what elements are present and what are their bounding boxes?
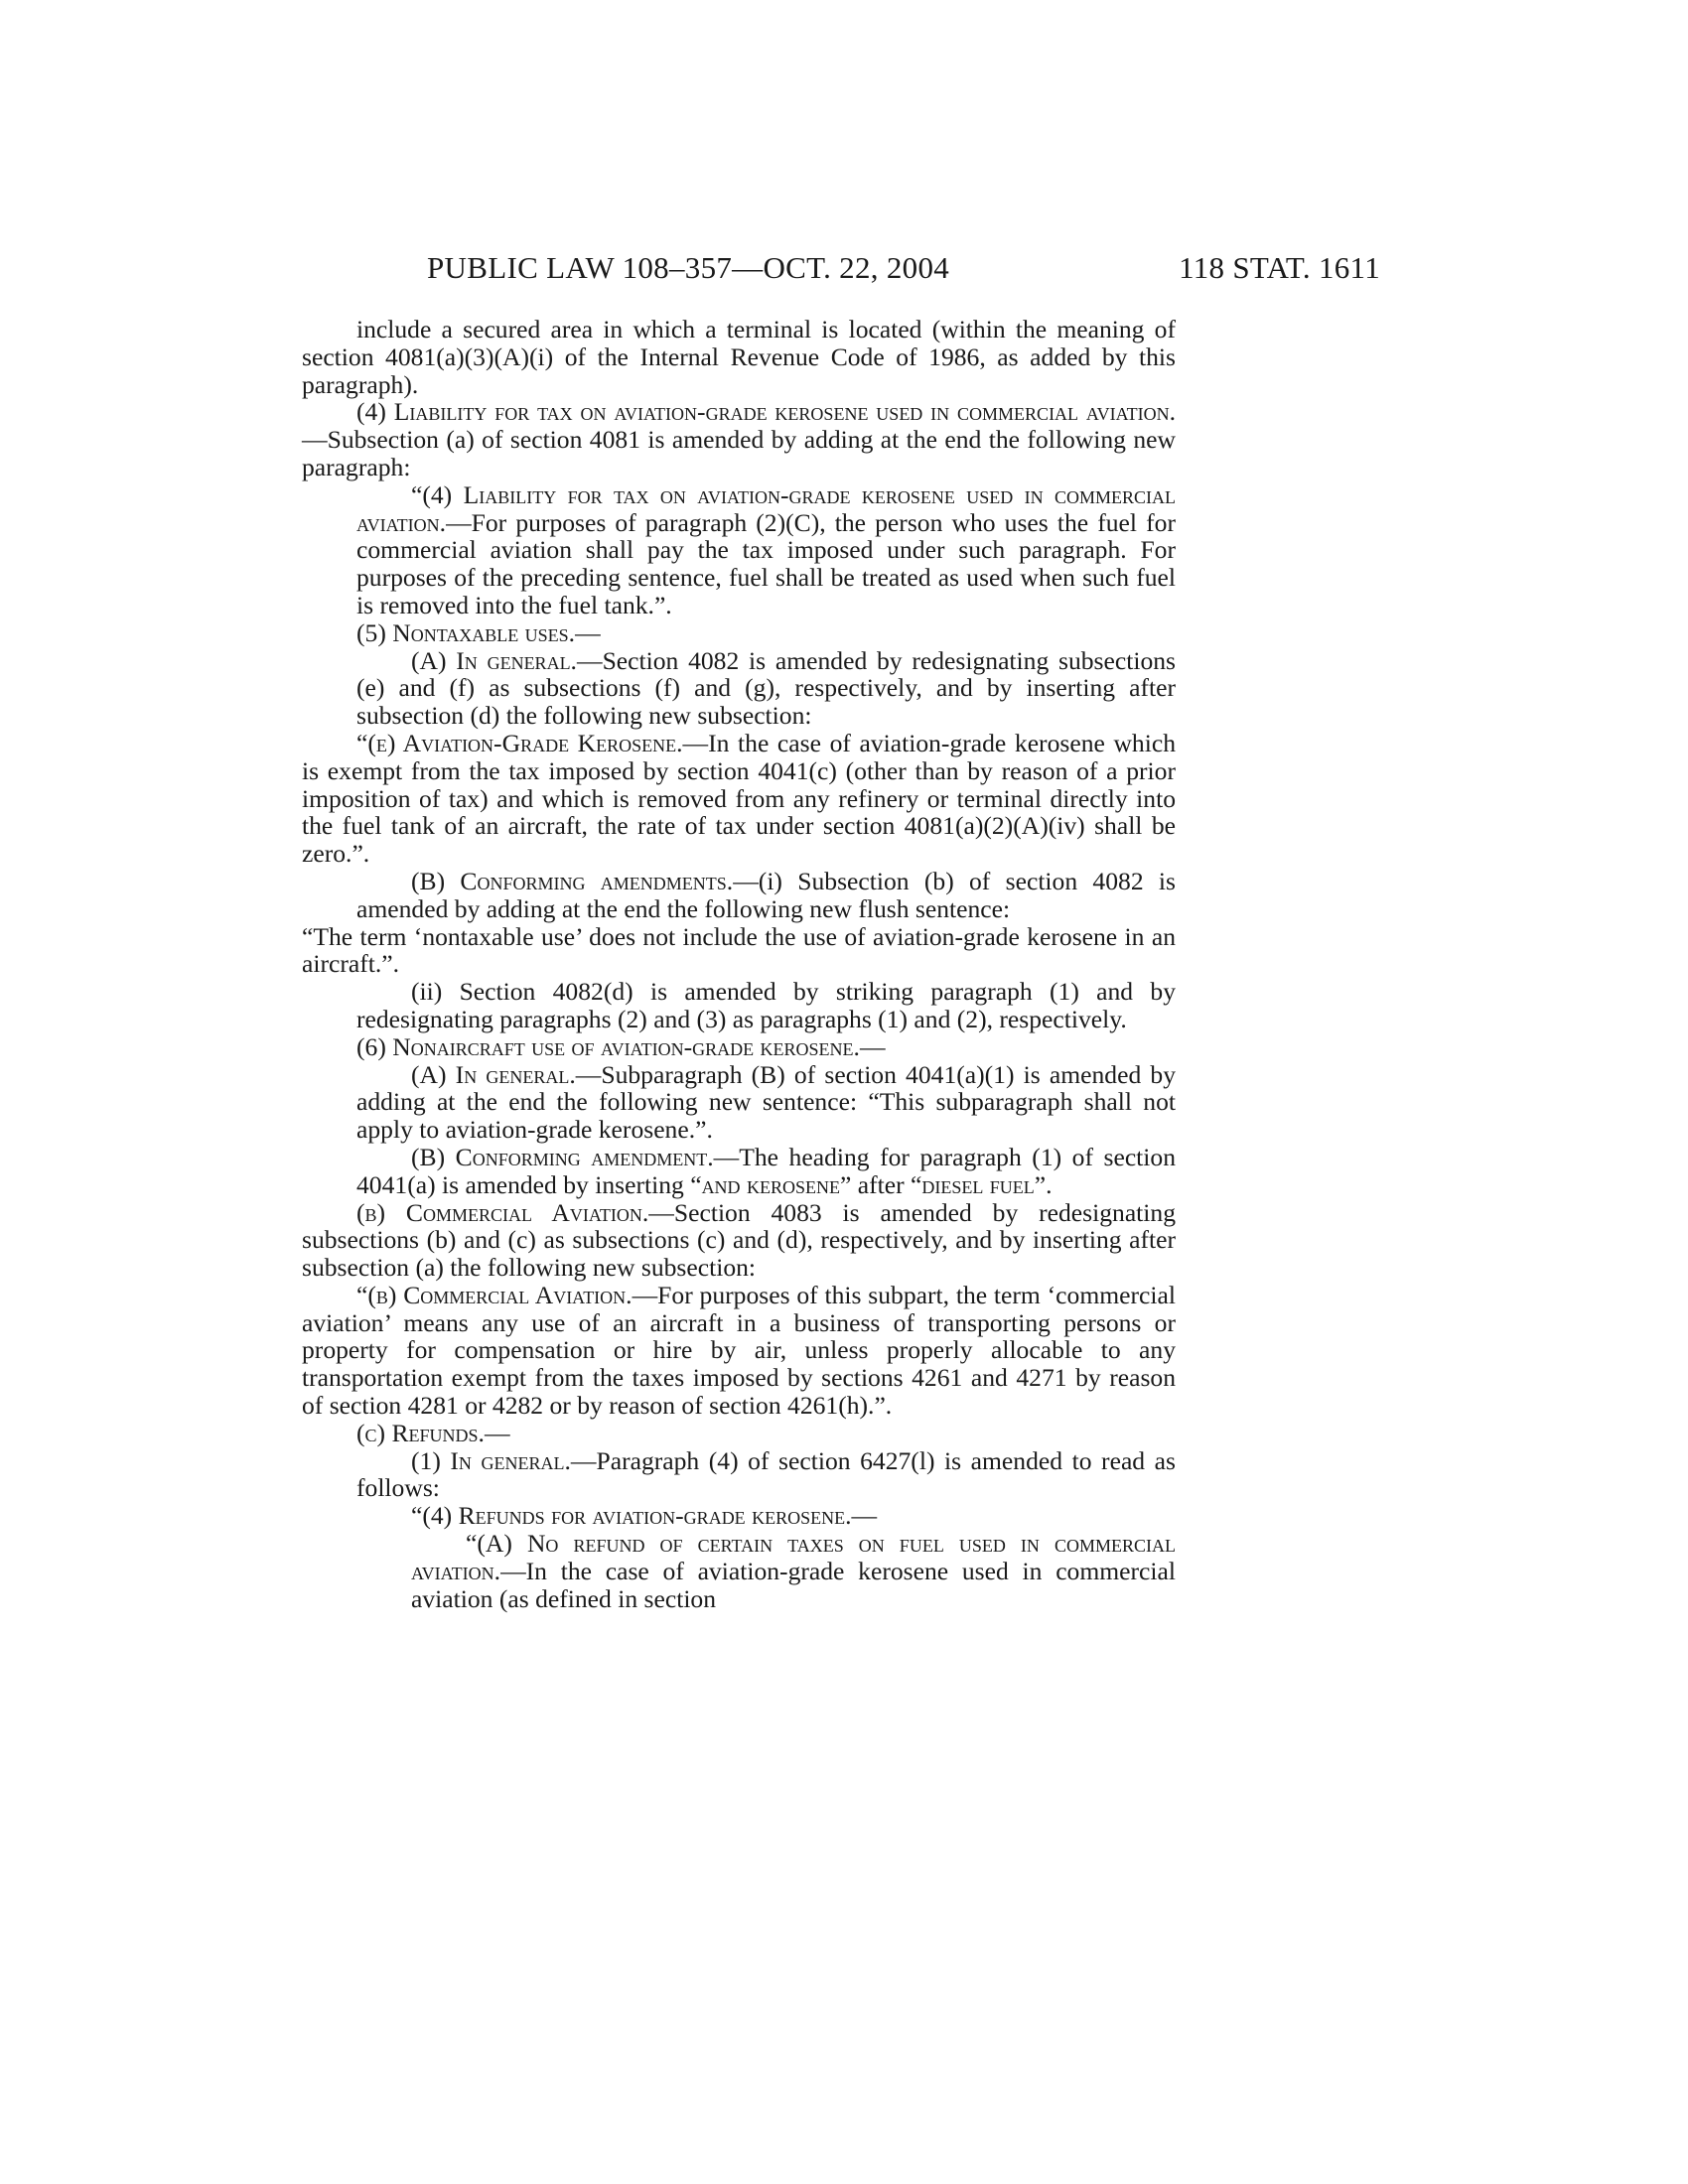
paragraph-heading: “(e) Aviation-Grade Kerosene.: [356, 728, 683, 757]
paragraph-heading: “(A) No refund of certain taxes on fuel used in commercial aviation.: [411, 1529, 1176, 1585]
paragraph-nonaircraft-use: (6) Nonaircraft use of aviation-grade kerosene.—: [356, 1031, 886, 1061]
paragraph-commercial-aviation-b: (b) Commercial Aviation.—Section 4083 is amended by redesignating subsections (b) and (c) as subsections (c) and (d), respectively, and by inserting after subsection (a) the following new subsection:: [302, 1197, 1176, 1283]
paragraph-heading: (5) Nontaxable uses.: [356, 617, 576, 647]
paragraph-flush-sentence: “The term ‘nontaxable use’ does not include the use of aviation-grade kerosene in an aircraft.”.: [302, 921, 1176, 979]
paragraph-quoted-liability: “(4) Liability for tax on aviation-grade kerosene used in commercial aviation.—For purposes of paragraph (2)(C), the person who uses the fuel for commercial aviation shall pay the tax imposed under such paragraph. For purposes of the preceding sentence, fuel shall be treated as used when such fuel is removed into the fuel tank.”.: [356, 479, 1176, 619]
paragraph-heading: (4) Liability for tax on aviation-grade kerosene used in commercial aviation.: [356, 397, 1176, 427]
paragraph-heading: (B) Conforming amendment.: [411, 1142, 714, 1171]
paragraph-refunds-in-general: (1) In general.—Paragraph (4) of section 6427(l) is amended to read as follows:: [356, 1445, 1176, 1503]
paragraph-continued: include a secured area in which a terminal is located (within the meaning of section 4081(a)(3)(A)(i) of the Internal Revenue Code of 1986, as added by this paragraph).: [302, 315, 1176, 399]
paragraph-5B-ii: (ii) Section 4082(d) is amended by striking paragraph (1) and by redesignating paragraphs (2) and (3) as paragraphs (1) and (2), respectively.: [356, 977, 1176, 1033]
paragraph-heading: “(4) Refunds for aviation-grade kerosene.: [411, 1501, 852, 1531]
paragraph-6A-in-general: (A) In general.—Subparagraph (B) of section 4041(a)(1) is amended by adding at the end the following new sentence: “This subparagraph shall not apply to aviation-grade kerosene.”.: [356, 1059, 1177, 1145]
paragraph-heading: “(4) Liability for tax on aviation-grade kerosene used in commercial aviation.: [356, 479, 1176, 537]
document-body: [302, 316, 1176, 1612]
page-header: [427, 248, 1380, 288]
paragraph-nontaxable-uses: (5) Nontaxable uses.—: [356, 617, 601, 647]
paragraph-heading: “(b) Commercial Aviation.: [356, 1280, 633, 1309]
paragraph-heading: (c) Refunds.: [356, 1418, 485, 1447]
paragraph-heading: (b) Commercial Aviation.: [356, 1197, 649, 1227]
header-law-citation: PUBLIC LAW 108–357—OCT. 22, 2004: [427, 250, 950, 285]
paragraph-5A-in-general: (A) In general.—Section 4082 is amended by redesignating subsections (e) and (f) as subsections (f) and (g), respectively, and by inserting after subsection (d) the following new subsection:: [356, 645, 1177, 731]
paragraph-heading: (A) In general.: [411, 645, 577, 675]
paragraph-quoted-no-refund: “(A) No refund of certain taxes on fuel used in commercial aviation.—In the case of aviation-grade kerosene used in commercial aviation (as defined in section: [411, 1529, 1176, 1613]
paragraph-quoted-refunds-4: “(4) Refunds for aviation-grade kerosene.—: [411, 1501, 878, 1531]
paragraph-heading: (6) Nonaircraft use of aviation-grade kerosene.: [356, 1031, 860, 1061]
paragraph-5B-conforming: (B) Conforming amendments.—(i) Subsection (b) of section 4082 is amended by adding at the end the following new flush sentence:: [356, 866, 1176, 923]
paragraph-liability-4: (4) Liability for tax on aviation-grade kerosene used in commercial aviation.—Subsection (a) of section 4081 is amended by adding at the end the following new paragraph:: [302, 397, 1176, 481]
paragraph-heading: (B) Conforming amendments.: [411, 866, 734, 895]
paragraph-refunds: (c) Refunds.—: [356, 1418, 510, 1447]
paragraph-quoted-commercial-aviation: “(b) Commercial Aviation.—For purposes of this subpart, the term ‘commercial aviation’ means any use of an aircraft in a business of transporting persons or property for compensation or hire by air, unless properly allocable to any transportation exempt from the taxes imposed by sections 4261 and 4271 by reason of section 4281 or 4282 or by reason of section 4261(h).”.: [302, 1280, 1176, 1421]
paragraph-heading: (1) In general.: [411, 1445, 571, 1475]
paragraph-quoted-e: “(e) Aviation-Grade Kerosene.—In the case of aviation-grade kerosene which is exempt from the tax imposed by section 4041(c) (other than by reason of a prior imposition of tax) and which is removed from any refinery or terminal directly into the fuel tank of an aircraft, the rate of tax under section 4081(a)(2)(A)(iv) shall be zero.”.: [302, 728, 1176, 869]
paragraph-6B-conforming: (B) Conforming amendment.—The heading for paragraph (1) of section 4041(a) is amended by inserting “and kerosene” after “diesel fuel”.: [356, 1142, 1176, 1199]
header-stat-page: 118 STAT. 1611: [1179, 250, 1380, 285]
paragraph-heading: (A) In general.: [411, 1059, 576, 1089]
